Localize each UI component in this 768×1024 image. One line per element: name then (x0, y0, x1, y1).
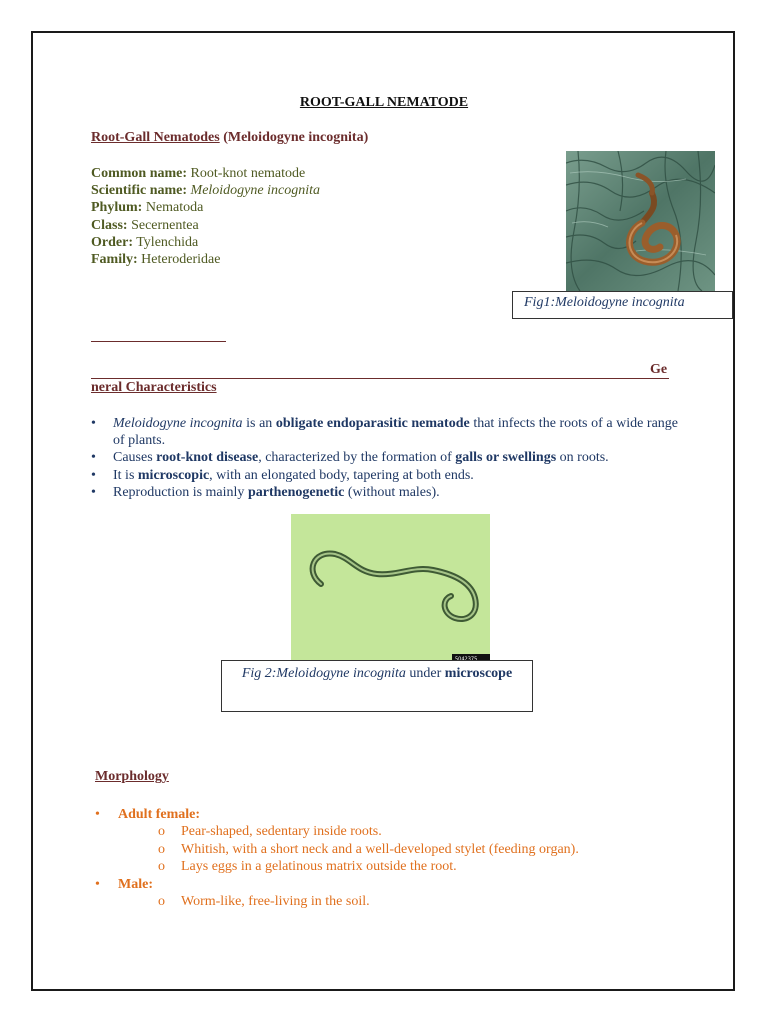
bullet-icon: • (95, 807, 100, 822)
characteristic-text: parthenogenetic (247, 484, 345, 500)
sub-bullet-icon: o (158, 859, 165, 875)
fig2-caption-italic: Fig 2:Meloidogyne incognita (241, 666, 406, 681)
classification-info (91, 165, 320, 268)
morphology-item-text: Lays eggs in a gelatinous matrix outside the root. (181, 859, 457, 875)
characteristic-text: is an (242, 416, 276, 431)
characteristic-text: that infects the roots of a wide range of plants. (113, 416, 679, 449)
sub-bullet-icon: o (158, 894, 165, 910)
morphology-group-label: Male: (118, 876, 153, 892)
short-divider (91, 341, 226, 342)
info-value: Root-knot nematode (187, 166, 306, 181)
fig2-caption-bold: microscope (444, 666, 513, 681)
long-divider (91, 378, 669, 379)
fig2-microscope-image (291, 514, 490, 662)
bullet-icon: • (91, 467, 96, 483)
morphology-item-text: Whitish, with a short neck and a well-developed stylet (feeding organ). (181, 841, 579, 857)
general-characteristics-heading: neral Characteristics (91, 380, 217, 395)
info-row (91, 217, 320, 234)
subtitle (91, 130, 368, 146)
info-row (91, 165, 320, 182)
morphology-item (95, 858, 579, 875)
morphology-group (95, 876, 579, 893)
info-row (91, 251, 320, 268)
info-label: Common name: (91, 166, 188, 181)
morphology-item-text: Pear-shaped, sedentary inside roots. (181, 824, 382, 840)
characteristic-text: galls or swellings (455, 450, 557, 466)
info-value: Meloidogyne incognita (187, 183, 320, 199)
bullet-icon: • (91, 416, 96, 431)
characteristic-text: (without males). (344, 484, 440, 500)
characteristic-text: Reproduction is mainly (113, 484, 248, 500)
characteristic-text: Causes (113, 450, 157, 466)
morphology-group (95, 806, 579, 823)
morphology-item-text: Worm-like, free-living in the soil. (181, 894, 370, 910)
characteristic-text: It is (113, 467, 138, 483)
fig2-caption-plain: under (405, 666, 445, 681)
info-row (91, 199, 320, 216)
characteristic-text: , characterized by the formation of (258, 450, 456, 466)
sub-bullet-icon: o (158, 841, 165, 857)
subtitle-species: (Meloidogyne incognita) (219, 130, 369, 145)
morphology-heading: Morphology (95, 769, 169, 784)
fig1-nematode-image (566, 151, 715, 291)
info-value: Tylenchida (132, 234, 199, 250)
characteristics-list (91, 415, 678, 501)
morphology-item (95, 841, 579, 858)
characteristic-text: microscopic (137, 467, 210, 483)
info-label: Order: (91, 234, 133, 250)
bullet-icon: • (95, 876, 100, 892)
characteristic-item (91, 484, 678, 501)
characteristic-text: , with an elongated body, tapering at both ends. (209, 467, 474, 483)
morphology-list (95, 806, 579, 910)
fig2-caption (221, 660, 533, 712)
fig1-caption: Fig1:Meloidogyne incognita (512, 291, 733, 319)
info-row (91, 234, 320, 251)
characteristic-item (91, 449, 678, 466)
document-title: ROOT-GALL NEMATODE (299, 95, 469, 110)
info-row (91, 182, 320, 199)
bullet-icon: • (91, 450, 96, 466)
info-label: Phylum: (91, 200, 143, 216)
info-label: Scientific name: (91, 183, 188, 199)
bullet-icon: • (91, 484, 96, 500)
characteristic-text: obligate endoparasitic nematode (275, 416, 470, 431)
info-value: Nematoda (142, 200, 204, 216)
morphology-item (95, 823, 579, 840)
info-value: Secernentea (127, 217, 199, 233)
characteristic-item (91, 467, 678, 484)
characteristic-text: Meloidogyne incognita (113, 416, 243, 431)
morphology-item (95, 893, 579, 910)
characteristic-item (91, 415, 678, 449)
characteristic-text: root-knot disease (156, 450, 259, 466)
info-value: Heteroderidae (137, 252, 221, 268)
characteristic-text: on roots. (556, 450, 609, 466)
morphology-group-label: Adult female: (118, 807, 201, 822)
sub-bullet-icon: o (158, 824, 165, 840)
subtitle-link: Root-Gall Nematodes (91, 130, 220, 145)
info-label: Class: (91, 217, 128, 233)
heading-fragment-ge: Ge (650, 362, 668, 377)
info-label: Family: (91, 252, 138, 268)
